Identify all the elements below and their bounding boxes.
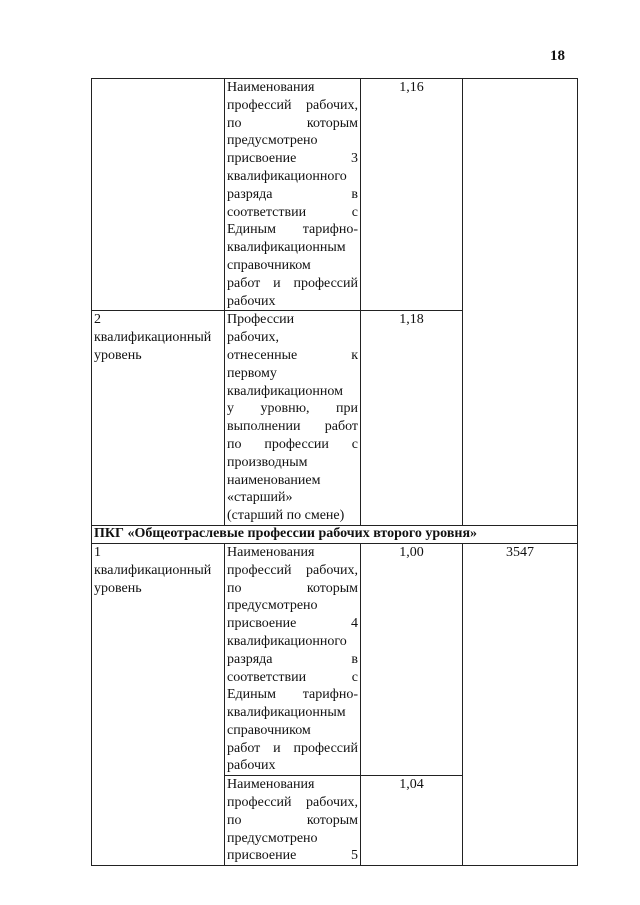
table-row [92, 543, 578, 775]
level-cell: 2 квалификационный уровень [92, 311, 225, 526]
coefficient-cell: 1,04 [361, 776, 463, 866]
qualification-table [91, 78, 578, 866]
page-number: 18 [550, 48, 565, 64]
coefficient-cell: 1,18 [361, 311, 463, 526]
salary-cell: 3547 [463, 543, 578, 865]
salary-cell [463, 79, 578, 526]
group-header-row [92, 525, 578, 543]
coefficient-cell: 1,00 [361, 543, 463, 775]
level-cell: 1 квалификационный уровень [92, 543, 225, 865]
profession-description: Наименования профессий рабочих, по которым предусмотрено присвоение 3 квалификационного разряда в соответствии с Единым тарифно- квалификационным справочником работ и профессий рабочих [225, 79, 361, 311]
profession-description: Профессии рабочих, отнесенные к первому квалификационном у уровню, при выполнении работ по профессии с производным наименованием «старший» (старший по смене) [225, 311, 361, 526]
profession-description: Наименования профессий рабочих, по которым предусмотрено присвоение 4 квалификационного разряда в соответствии с Единым тарифно- квалификационным справочником работ и профессий рабочих [225, 543, 361, 775]
level-cell [92, 79, 225, 311]
group-title: ПКГ «Общеотраслевые профессии рабочих второго уровня» [92, 525, 578, 543]
coefficient-cell: 1,16 [361, 79, 463, 311]
table-row [92, 79, 578, 311]
profession-description: Наименования профессий рабочих, по которым предусмотрено присвоение 5 [225, 776, 361, 866]
